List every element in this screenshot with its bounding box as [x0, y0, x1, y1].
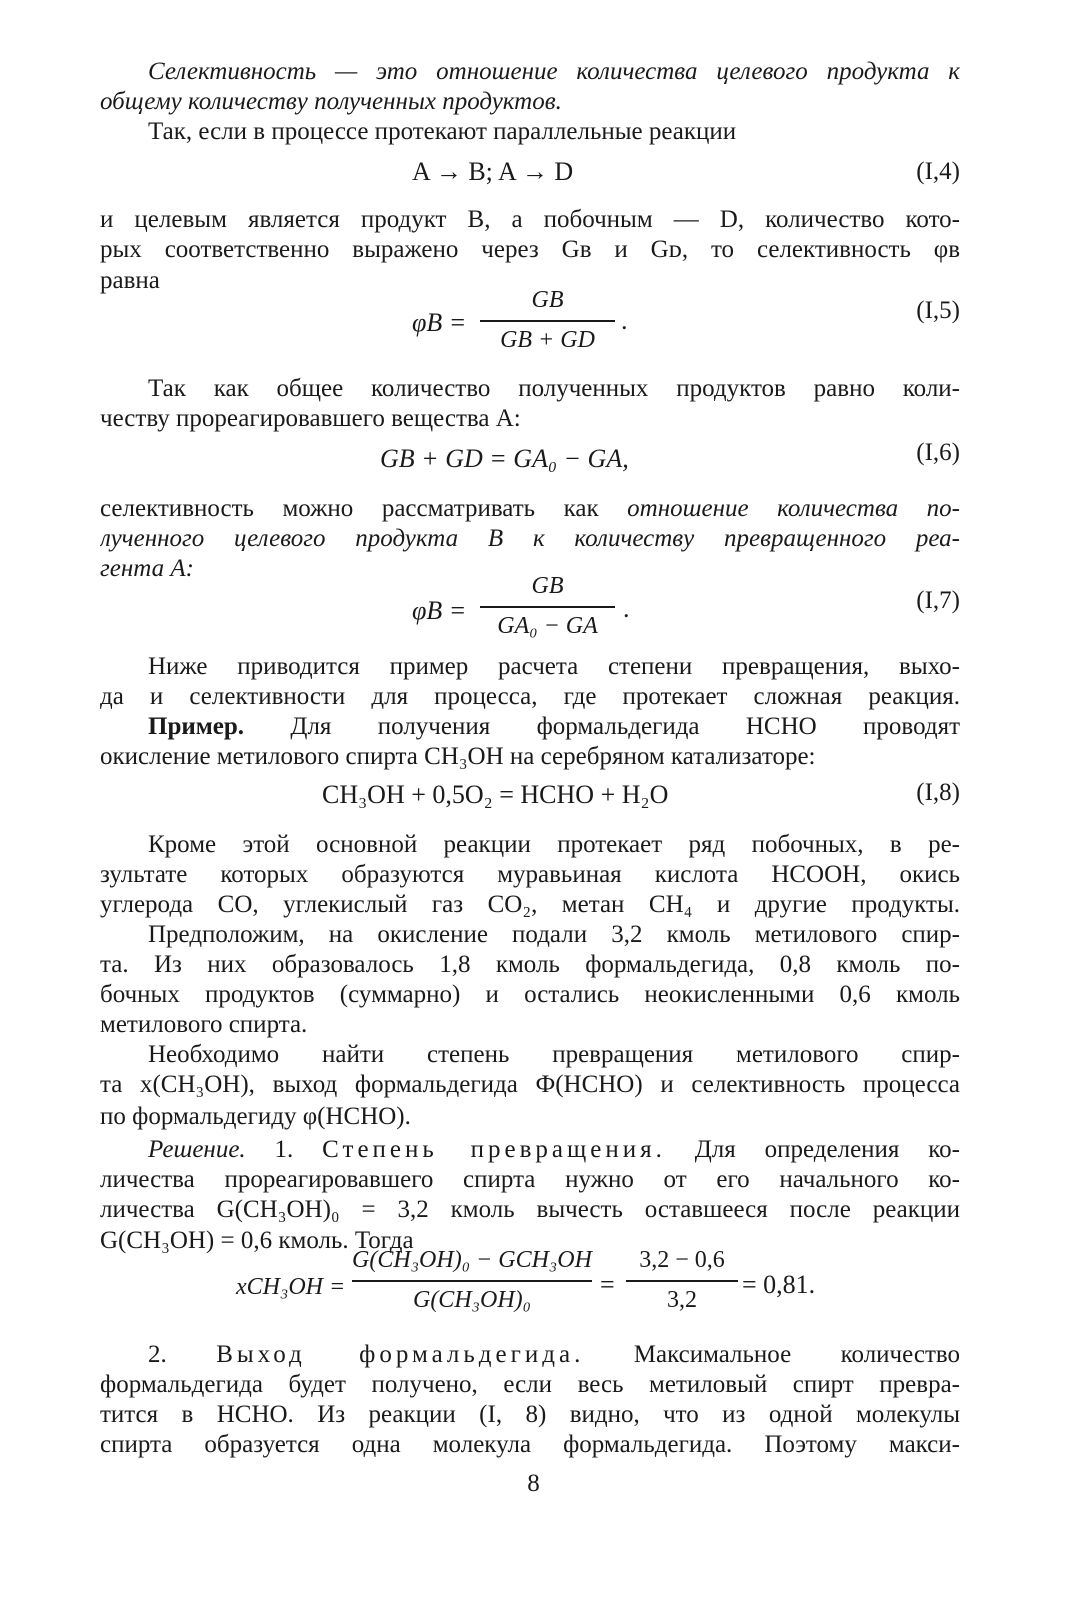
paragraph-line: гента A: — [100, 555, 194, 582]
equation-conversion-numerator: G(CH₃OH)₀ − GCH₃OH — [352, 1247, 592, 1273]
equation-number: (I,7) — [916, 587, 960, 614]
fraction-bar — [480, 606, 615, 608]
paragraph-line: Кроме этой основной реакции протекает ряд побочных, в ре- — [148, 831, 960, 858]
paragraph-line: та. Из них образовалось 1,8 кмоль формальдегида, 0,8 кмоль по- — [100, 951, 960, 978]
fraction-bar — [626, 1280, 738, 1282]
paragraph-line: Решение. 1. Степень превращения. Для определения ко- — [148, 1136, 960, 1163]
paragraph-line: Предположим, на окисление подали 3,2 кмоль метилового спир- — [148, 921, 960, 948]
equation-conversion-denominator-values: 3,2 — [667, 1287, 697, 1313]
equation-i8: CH₃OH + 0,5O₂ = HCHO + H₂O — [322, 780, 669, 809]
fraction-bar — [352, 1280, 592, 1282]
paragraph-line: Так, если в процессе протекают параллельные реакции — [148, 118, 737, 145]
paragraph-line: бочных продуктов (суммарно) и остались неокисленными 0,6 кмоль — [100, 981, 960, 1008]
equation-equals: = — [600, 1270, 615, 1299]
paragraph-line: по формальдегиду φ(HCHO). — [100, 1103, 411, 1130]
paragraph-line: личества G(CH₃OH)₀ = 3,2 кмоль вычесть оставшееся после реакции — [100, 1196, 960, 1223]
equation-i4: A → B; A → D — [412, 157, 574, 186]
equation-i5-denominator: GB + GD — [500, 327, 595, 353]
paragraph-line: формальдегида будет получено, если весь метиловый спирт превра- — [100, 1371, 960, 1398]
equation-i5-numerator: GB — [531, 287, 564, 313]
paragraph-line: метилового спирта. — [100, 1011, 308, 1038]
paragraph-line: равна — [100, 267, 160, 294]
page-number: 8 — [527, 1470, 540, 1497]
paragraph-line: рых соответственно выражено через Gв и Gᴅ, то селективность φв — [100, 236, 960, 263]
paragraph-line: Ниже приводится пример расчета степени превращения, выхо- — [148, 653, 960, 680]
paragraph-line: Необходимо найти степень превращения метилового спир- — [148, 1041, 960, 1068]
paragraph-line: та x(CH₃OH), выход формальдегида Ф(HCHO) и селективность процесса — [100, 1071, 960, 1098]
equation-period: . — [621, 306, 628, 335]
equation-period: . — [623, 594, 630, 623]
equation-i7-denominator: GA₀ − GA — [497, 613, 598, 639]
equation-number: (I,5) — [916, 297, 960, 324]
paragraph-line: окисление метилового спирта CH₃OH на серебряном катализаторе: — [100, 743, 816, 770]
equation-i5-lhs: φB = — [412, 308, 467, 337]
paragraph-line: и целевым является продукт B, а побочным — D, количество кото- — [100, 206, 960, 233]
paragraph-line: Селективность — это отношение количества целевого продукта к — [148, 58, 960, 85]
paragraph-line: зультате которых образуются муравьиная кислота HCOOH, окись — [100, 861, 960, 888]
paragraph-line: честву прореагировавшего вещества A: — [100, 405, 521, 432]
paragraph-line: G(CH₃OH) = 0,6 кмоль. Тогда — [100, 1227, 414, 1254]
equation-number: (I,6) — [916, 439, 960, 466]
equation-i6: GB + GD = GA₀ − GA, — [380, 444, 629, 473]
paragraph-line: углерода CO, углекислый газ CO₂, метан CH₄ и другие продукты. — [100, 891, 960, 918]
equation-result: = 0,81. — [742, 1270, 816, 1299]
equation-conversion-lhs: xCH₃OH = — [236, 1274, 346, 1300]
paragraph-line: личества прореагировавшего спирта нужно от его начального ко- — [100, 1166, 960, 1193]
equation-number: (I,4) — [916, 158, 960, 185]
paragraph-line: спирта образуется одна молекула формальдегида. Поэтому макси- — [100, 1431, 960, 1458]
paragraph-line: Так как общее количество полученных продуктов равно коли- — [148, 375, 960, 402]
equation-i7-numerator: GB — [531, 573, 564, 599]
paragraph-line: общему количеству полученных продуктов. — [100, 88, 562, 115]
equation-number: (I,8) — [916, 779, 960, 806]
equation-i7-lhs: φB = — [412, 596, 467, 625]
paragraph-line: да и селективности для процесса, где протекает сложная реакция. — [100, 683, 960, 710]
fraction-bar — [480, 320, 615, 322]
equation-conversion-numerator-values: 3,2 − 0,6 — [639, 1247, 725, 1273]
paragraph-line: селективность можно рассматривать как отношение количества по- — [100, 495, 960, 522]
equation-conversion-denominator: G(CH₃OH)₀ — [412, 1287, 531, 1313]
paragraph-line: Пример. Для получения формальдегида HCHO проводят — [148, 713, 960, 740]
paragraph-line: лученного целевого продукта B к количеству превращенного реа- — [100, 525, 960, 552]
paragraph-line: тится в HCHO. Из реакции (I, 8) видно, что из одной молекулы — [100, 1401, 960, 1428]
paragraph-line: 2. Выход формальдегида. Максимальное количество — [148, 1341, 960, 1368]
